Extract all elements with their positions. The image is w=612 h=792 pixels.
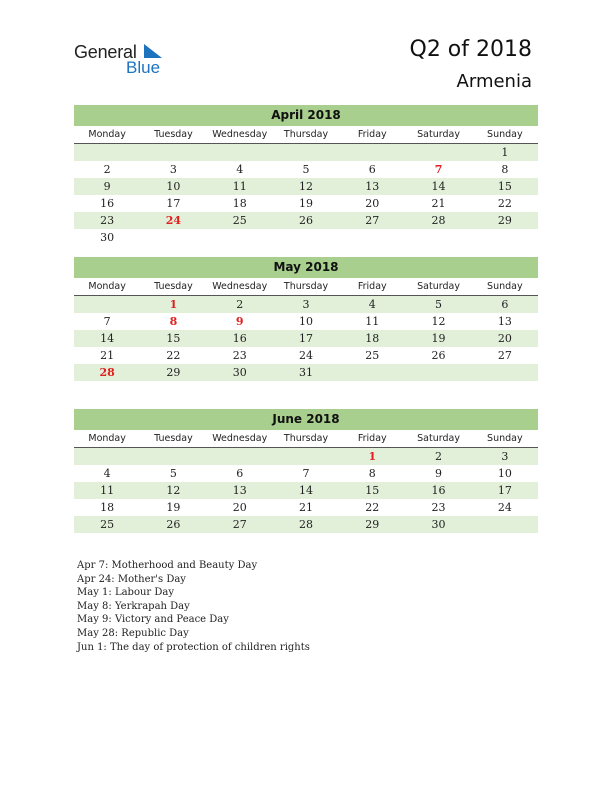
day-cell: 2 [236, 298, 244, 311]
day-cell: 16 [100, 197, 115, 210]
week-row [74, 229, 538, 246]
weekday-label: Thursday [283, 281, 329, 292]
weekday-header-row [74, 278, 538, 296]
day-cell: 23 [431, 501, 446, 514]
day-cell: 3 [169, 163, 177, 176]
day-cell: 13 [497, 315, 512, 328]
day-cell [140, 144, 206, 161]
day-cell: 14 [100, 332, 115, 345]
day-cell: 2 [435, 450, 443, 463]
day-cell: 1 [501, 146, 509, 159]
day-cell: 28 [431, 214, 446, 227]
day-cell: 5 [435, 298, 443, 311]
day-cell: 17 [497, 484, 512, 497]
week-row [74, 364, 538, 381]
day-cell: 24 [497, 501, 512, 514]
day-cell: 21 [431, 197, 446, 210]
day-cell: 5 [302, 163, 310, 176]
day-cell: 31 [298, 366, 313, 379]
day-cell [405, 229, 471, 246]
day-cell: 17 [298, 332, 313, 345]
month-calendar [74, 257, 538, 381]
day-cell: 15 [497, 180, 512, 193]
day-cell [339, 229, 405, 246]
weekday-label: Tuesday [154, 433, 193, 444]
month-title: April 2018 [74, 105, 538, 126]
weekday-label: Monday [88, 433, 126, 444]
day-cell: 4 [368, 298, 376, 311]
day-cell: 6 [236, 467, 244, 480]
day-cell: 15 [365, 484, 380, 497]
day-cell: 30 [431, 518, 446, 531]
holiday-note: Jun 1: The day of protection of children rights [77, 641, 310, 653]
day-cell: 30 [232, 366, 247, 379]
day-cell: 11 [232, 180, 247, 193]
day-cell: 9 [103, 180, 111, 193]
day-cell: 17 [166, 197, 181, 210]
day-cell [273, 144, 339, 161]
day-cell: 25 [365, 349, 380, 362]
day-cell: 22 [365, 501, 380, 514]
day-cell: 3 [501, 450, 509, 463]
day-cell: 27 [365, 214, 380, 227]
weekday-label: Sunday [487, 129, 523, 140]
day-cell [472, 364, 538, 381]
day-cell: 25 [100, 518, 115, 531]
weekday-label: Saturday [417, 129, 460, 140]
weekday-label: Tuesday [154, 129, 193, 140]
day-cell: 28 [298, 518, 313, 531]
week-row [74, 195, 538, 212]
holiday-note: Apr 7: Motherhood and Beauty Day [77, 560, 258, 571]
country-name: Armenia [456, 71, 532, 92]
day-cell [472, 516, 538, 533]
logo-text-blue: Blue [126, 58, 161, 77]
weekday-label: Thursday [283, 129, 329, 140]
day-cell: 11 [365, 315, 380, 328]
day-cell: 22 [497, 197, 512, 210]
day-cell: 2 [103, 163, 111, 176]
day-cell: 10 [298, 315, 313, 328]
page-title: Q2 of 2018 [409, 37, 532, 62]
week-row [74, 144, 538, 161]
weekday-label: Friday [357, 281, 387, 292]
day-cell: 30 [100, 231, 115, 244]
day-cell: 12 [298, 180, 313, 193]
weekday-header-row [74, 126, 538, 144]
day-cell: 11 [100, 484, 115, 497]
week-row [74, 347, 538, 364]
weekday-label: Wednesday [212, 281, 268, 292]
week-row [74, 499, 538, 516]
day-cell: 29 [497, 214, 512, 227]
day-cell: 22 [166, 349, 181, 362]
day-cell: 18 [365, 332, 380, 345]
day-cell: 21 [298, 501, 313, 514]
day-cell: 23 [100, 214, 115, 227]
day-cell: 20 [365, 197, 380, 210]
day-cell: 20 [232, 501, 247, 514]
day-cell [140, 229, 206, 246]
day-cell [405, 144, 471, 161]
week-row [74, 516, 538, 533]
day-cell: 7 [302, 467, 310, 480]
weekday-label: Thursday [283, 433, 329, 444]
logo-text-general: General [74, 42, 137, 62]
day-cell [207, 448, 273, 465]
day-cell: 12 [166, 484, 181, 497]
day-cell: 19 [431, 332, 446, 345]
day-cell: 27 [497, 349, 512, 362]
weekday-label: Tuesday [154, 281, 193, 292]
day-cell: 7 [434, 163, 443, 176]
day-cell: 15 [166, 332, 181, 345]
day-cell: 9 [435, 467, 443, 480]
day-cell: 8 [501, 163, 509, 176]
day-cell: 28 [99, 366, 115, 379]
weekday-label: Friday [357, 433, 387, 444]
day-cell [207, 144, 273, 161]
day-cell: 16 [232, 332, 247, 345]
week-row [74, 330, 538, 347]
day-cell [405, 364, 471, 381]
day-cell [339, 144, 405, 161]
day-cell: 24 [165, 214, 182, 227]
weekday-label: Sunday [487, 433, 523, 444]
holiday-notes [77, 559, 310, 654]
month-calendar [74, 409, 538, 533]
day-cell: 6 [368, 163, 376, 176]
day-cell: 27 [232, 518, 247, 531]
day-cell: 1 [368, 450, 377, 463]
weekday-label: Saturday [417, 433, 460, 444]
weekday-label: Monday [88, 281, 126, 292]
day-cell: 18 [232, 197, 247, 210]
weekday-label: Sunday [487, 281, 523, 292]
weekday-label: Wednesday [212, 433, 268, 444]
day-cell: 5 [169, 467, 177, 480]
week-row [74, 212, 538, 229]
month-title: May 2018 [74, 257, 538, 278]
holiday-note: Apr 24: Mother's Day [77, 573, 186, 585]
day-cell: 7 [103, 315, 111, 328]
day-cell: 4 [103, 467, 111, 480]
week-row [74, 313, 538, 330]
week-row [74, 178, 538, 195]
day-cell [74, 448, 140, 465]
day-cell: 29 [365, 518, 380, 531]
weekday-label: Saturday [417, 281, 460, 292]
day-cell: 8 [169, 315, 178, 328]
holiday-note: May 9: Victory and Peace Day [77, 614, 229, 626]
day-cell: 26 [166, 518, 181, 531]
week-row [74, 448, 538, 465]
day-cell [273, 448, 339, 465]
day-cell: 10 [166, 180, 181, 193]
day-cell: 16 [431, 484, 446, 497]
day-cell: 1 [169, 298, 178, 311]
day-cell: 20 [497, 332, 512, 345]
month-title: June 2018 [74, 409, 538, 430]
weekday-header-row [74, 430, 538, 448]
day-cell: 25 [232, 214, 247, 227]
day-cell [339, 364, 405, 381]
holiday-note: May 28: Republic Day [77, 627, 189, 639]
day-cell: 26 [298, 214, 313, 227]
day-cell: 10 [497, 467, 512, 480]
weekday-label: Wednesday [212, 129, 268, 140]
holiday-note: May 1: Labour Day [77, 587, 174, 599]
day-cell: 23 [232, 349, 247, 362]
weekday-label: Friday [357, 129, 387, 140]
day-cell: 24 [298, 349, 313, 362]
day-cell [472, 229, 538, 246]
day-cell: 6 [501, 298, 509, 311]
day-cell: 12 [431, 315, 446, 328]
day-cell: 29 [166, 366, 181, 379]
day-cell: 14 [431, 180, 446, 193]
day-cell [74, 144, 140, 161]
day-cell: 13 [232, 484, 247, 497]
day-cell: 8 [368, 467, 376, 480]
week-row [74, 482, 538, 499]
day-cell: 26 [431, 349, 446, 362]
generalblue-logo [74, 42, 174, 78]
week-row [74, 465, 538, 482]
day-cell: 21 [100, 349, 115, 362]
day-cell: 18 [100, 501, 115, 514]
day-cell [74, 296, 140, 313]
day-cell [207, 229, 273, 246]
day-cell: 3 [302, 298, 310, 311]
holiday-note: May 8: Yerkrapah Day [77, 600, 190, 612]
day-cell: 13 [365, 180, 380, 193]
day-cell: 4 [236, 163, 244, 176]
month-calendar [74, 105, 538, 246]
day-cell [273, 229, 339, 246]
day-cell: 9 [235, 315, 244, 328]
day-cell: 19 [166, 501, 181, 514]
week-row [74, 296, 538, 313]
weekday-label: Monday [88, 129, 126, 140]
day-cell: 19 [298, 197, 313, 210]
day-cell [140, 448, 206, 465]
day-cell: 14 [298, 484, 313, 497]
week-row [74, 161, 538, 178]
